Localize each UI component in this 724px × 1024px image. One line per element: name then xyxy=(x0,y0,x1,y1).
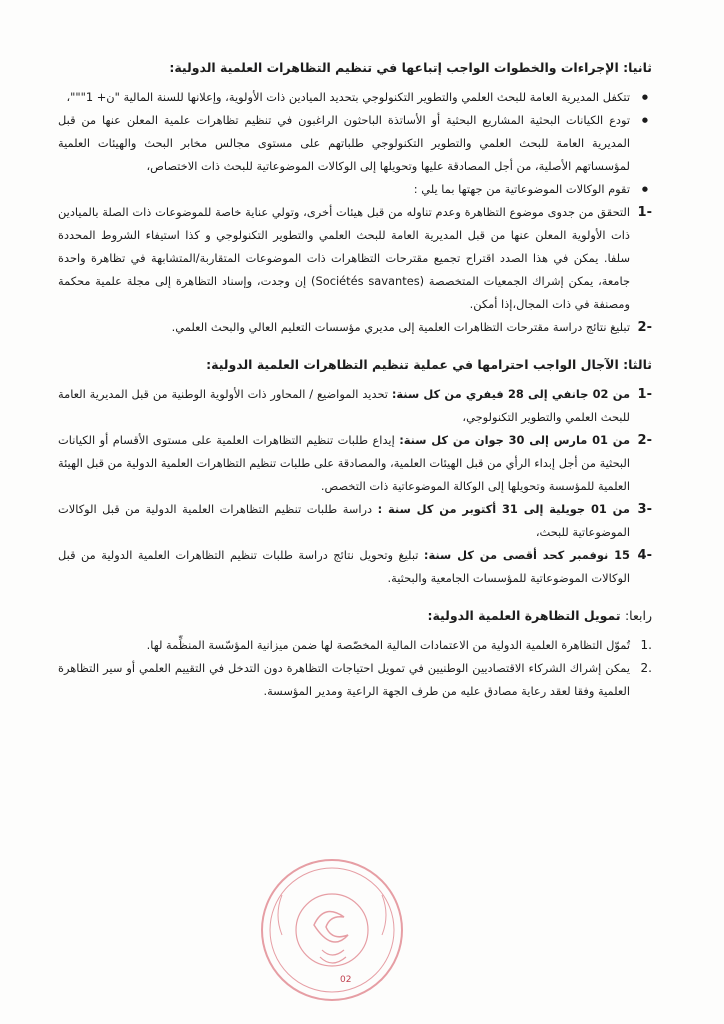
item-number: 2- xyxy=(637,433,652,448)
section-2-list xyxy=(58,201,652,339)
section-3-list xyxy=(58,383,652,590)
document-body xyxy=(58,58,652,703)
list-item xyxy=(58,316,652,339)
item-text: إيداع طلبات تنظيم التظاهرات العلمية على مستوى الأقسام أو الكيانات البحثية من أجل إبداء الرأي من قبل الهيئات العلمية، والمصادقة على طلبات تنظيم التظاهرات العلمية الدولية من قبل الهيئة العلمية للمؤسسة وتحويلها إلى الوكالة الموضوعاتية ذات التخصص. xyxy=(58,433,630,493)
section-2-title: ثانيا: الإجراءات والخطوات الواجب إتباعها في تنظيم التظاهرات العلمية الدولية: xyxy=(169,60,652,75)
item-text: دراسة طلبات تنظيم التظاهرات العلمية الدولية من قبل الوكالات الموضوعاتية للبحث، xyxy=(58,502,630,539)
item-text: تُموّل التظاهرة العلمية الدولية من الاعتمادات المالية المخصّصة لها ضمن ميزانية المؤسّسة المنظِّمة لها. xyxy=(146,638,630,652)
section-4-list xyxy=(58,634,652,703)
item-date-range: من 01 جويلية إلى 31 أكتوبر من كل سنة : xyxy=(377,502,630,516)
item-text: تبليغ وتحويل نتائج دراسة طلبات تنظيم التظاهرات العلمية الدولية من قبل الوكالات الموضوعاتية للمؤسسات الجامعية والبحثية. xyxy=(58,548,630,585)
item-number: 1. xyxy=(640,638,652,652)
section-2-bullets xyxy=(58,86,652,201)
list-item xyxy=(58,657,652,703)
section-4-lead: رابعا: xyxy=(624,608,652,623)
item-number: 1- xyxy=(637,205,652,220)
item-date-range: من 02 جانفي إلى 28 فيفري من كل سنة: xyxy=(391,387,630,401)
item-number: 2- xyxy=(637,320,652,335)
item-number: 1- xyxy=(637,387,652,402)
item-text: تبليغ نتائج دراسة مقترحات التظاهرات العلمية إلى مديري مؤسسات التعليم العالي والبحث العلمي. xyxy=(171,320,630,334)
item-text: يمكن إشراك الشركاء الاقتصاديين الوطنيين في تمويل احتياجات التظاهرة دون التدخل في التقييم العلمي أو سير التظاهرة العلمية وفقا لعقد رعاية مصادق عليه من طرف الجهة الراعية ومدير المؤسسة. xyxy=(58,661,630,698)
list-item xyxy=(58,498,652,544)
page-number: 02 xyxy=(340,975,352,985)
section-4-title xyxy=(58,606,652,626)
item-text: التحقق من جدوى موضوع التظاهرة وعدم تناوله من قبل هيئات أخرى، وتولي عناية خاصة للموضوعات ذات الصلة بالميادين ذات الأولوية المعلن عنها من قبل المديرية العامة للبحث العلمي والتطوير التكنولوجي و كذا استيفاء الشروط المحددة سلفا. يمكن في هذا الصدد اقتراح تجميع مقترحات التظاهرات ذات الموضوعات المتقاربة/المتشابهة في تظاهرة واحدة جامعة، يمكن إشراك الجمعيات المتخصصة (Sociétés savantes) إن وجدت، وإسناد التظاهرة إلى مجلة علمية محكمة ومصنفة في ذات المجال،إذا أمكن. xyxy=(58,205,630,311)
item-date-range: 15 نوفمبر كحد أقصى من كل سنة: xyxy=(423,548,630,562)
item-text: تحديد المواضيع / المحاور ذات الأولوية الوطنية من قبل المديرية العامة للبحث العلمي والتطوير التكنولوجي، xyxy=(58,387,630,424)
official-seal-stamp xyxy=(252,855,412,1005)
bullet-item: ● تقوم الوكالات الموضوعاتية من جهتها بما يلي : xyxy=(58,178,652,201)
bullet-item: ● تتكفل المديرية العامة للبحث العلمي والتطوير التكنولوجي بتحديد الميادين ذات الأولوية، وإعلانها للسنة المالية "ن+ 1"""، xyxy=(58,86,652,109)
item-number: 4- xyxy=(637,548,652,563)
list-item xyxy=(58,383,652,429)
list-item xyxy=(58,544,652,590)
item-number: 3- xyxy=(637,502,652,517)
list-item xyxy=(58,634,652,657)
section-4-heading: تمويل التظاهرة العلمية الدولية: xyxy=(427,608,625,623)
list-item xyxy=(58,201,652,316)
section-3-title: ثالثا: الآجال الواجب احترامها في عملية تنظيم التظاهرات العلمية الدولية: xyxy=(206,357,652,372)
item-number: 2. xyxy=(640,661,652,675)
bullet-item: ● تودع الكيانات البحثية المشاريع البحثية أو الأساتذة الباحثون الراغبون في تنظيم تظاهرات علمية المعلن عنها من قبل المديرية العامة للبحث العلمي والتطوير التكنولوجي طلباتهم على مستوى مجالس مخابر البحث والهيئات العلمية لمؤسساتهم الأصلية، من أجل المصادقة عليها وتحويلها إلى الوكالات الموضوعاتية للبحث ذات الاختصاص، xyxy=(58,109,652,178)
list-item xyxy=(58,429,652,498)
item-date-range: من 01 مارس إلى 30 جوان من كل سنة: xyxy=(399,433,631,447)
